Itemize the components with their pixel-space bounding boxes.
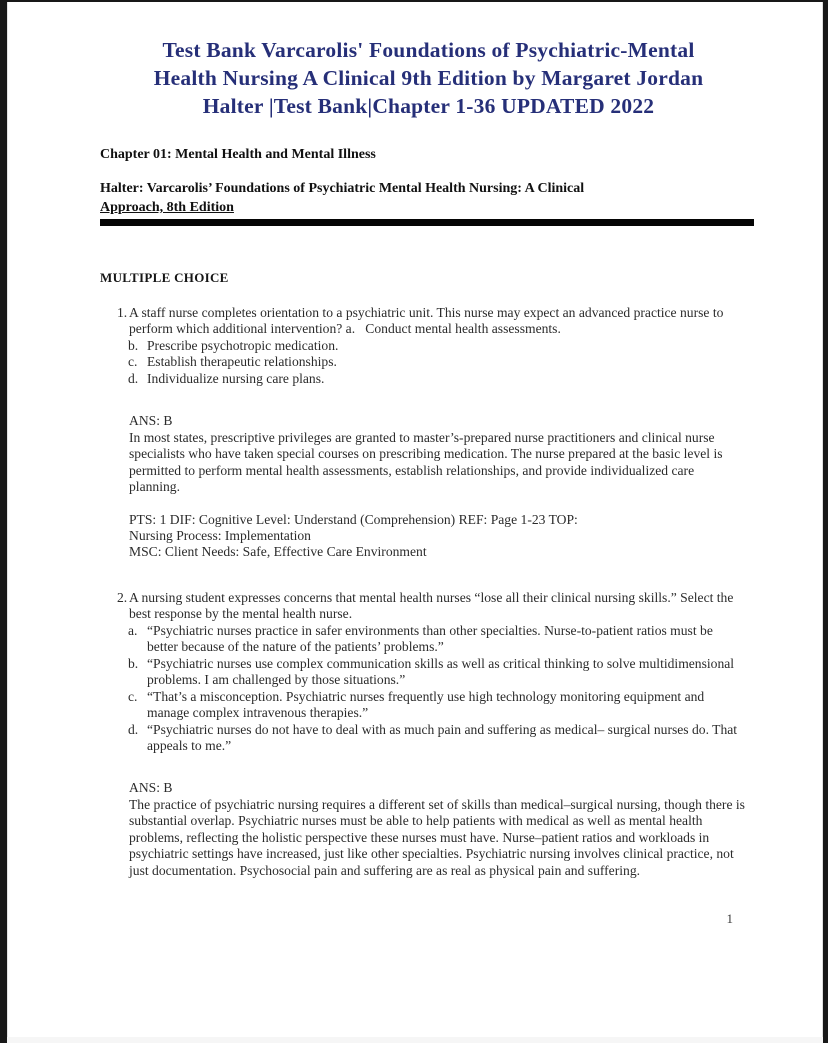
question-2-number: 2. bbox=[117, 589, 128, 605]
document-title-line-1: Test Bank Varcarolis' Foundations of Psychiatric-Mental bbox=[162, 38, 695, 62]
book-edition-heading bbox=[100, 179, 757, 217]
question-2-option-d bbox=[117, 722, 747, 755]
question-1 bbox=[100, 305, 757, 561]
question-2-option-b bbox=[117, 656, 747, 689]
question-1-meta-line-1: PTS: 1 DIF: Cognitive Level: Understand (Comprehension) REF: Page 1-23 TOP: bbox=[129, 511, 578, 527]
question-1-option-d-text: Individualize nursing care plans. bbox=[147, 370, 325, 386]
question-1-text: A staff nurse completes orientation to a psychiatric unit. This nurse may expect an advanced practice nurse to perform which additional intervention? a. Conduct mental health assessments. bbox=[129, 305, 724, 337]
question-1-option-d-letter: d. bbox=[128, 370, 139, 386]
question-1-answer: ANS: B bbox=[129, 413, 173, 429]
question-1-meta bbox=[129, 512, 757, 561]
question-1-option-c bbox=[117, 354, 747, 370]
question-2-answer-block bbox=[129, 780, 757, 879]
multiple-choice-heading: MULTIPLE CHOICE bbox=[100, 270, 229, 285]
question-2-option-a-text: “Psychiatric nurses practice in safer environments than other specialties. Nurse-to-patient ratios must be better because of the nature of the patients’ problems.” bbox=[147, 622, 713, 655]
question-2-option-d-text: “Psychiatric nurses do not have to deal with as much pain and suffering as medical– surgical nurses do. That appeals to me.” bbox=[147, 721, 738, 753]
question-1-rationale: In most states, prescriptive privileges are granted to master’s-prepared nurse practitioners and clinical nurse specialists who have taken special courses on prescribing medication. The nurse prepared at the basic level is permitted to perform mental health assessments, establish relationships, and provide individualized care planning. bbox=[129, 429, 723, 495]
question-2-option-c bbox=[117, 689, 747, 722]
question-1-option-b-text: Prescribe psychotropic medication. bbox=[147, 337, 339, 353]
question-2 bbox=[100, 590, 757, 879]
section-divider-bar bbox=[100, 219, 754, 226]
document-title bbox=[100, 36, 757, 120]
document-title-line-3: Halter |Test Bank|Chapter 1-36 UPDATED 2022 bbox=[202, 94, 655, 118]
chapter-heading: Chapter 01: Mental Health and Mental Illness bbox=[100, 147, 376, 162]
book-edition-line-1: Halter: Varcarolis’ Foundations of Psychiatric Mental Health Nursing: A Clinical bbox=[100, 181, 585, 196]
document-page[interactable] bbox=[7, 2, 823, 1037]
question-1-meta-line-3: MSC: Client Needs: Safe, Effective Care Environment bbox=[129, 544, 427, 560]
question-2-option-c-text: “That’s a misconception. Psychiatric nurses frequently use high technology monitoring equipment and manage complex intravenous therapies.” bbox=[147, 688, 705, 721]
question-1-option-b bbox=[117, 338, 747, 354]
question-2-option-c-letter: c. bbox=[128, 688, 138, 704]
question-1-option-d bbox=[117, 371, 747, 387]
question-2-indent bbox=[100, 623, 117, 755]
book-edition-line-2: Approach, 8th Edition bbox=[100, 200, 234, 215]
document-title-line-2: Health Nursing A Clinical 9th Edition by Margaret Jordan bbox=[153, 66, 704, 90]
question-1-indent bbox=[100, 338, 117, 387]
question-2-answer: ANS: B bbox=[129, 780, 173, 796]
question-1-option-b-letter: b. bbox=[128, 337, 139, 353]
question-2-rationale: The practice of psychiatric nursing requires a different set of skills than medical–surgical nursing, though there is substantial overlap. Psychiatric nurses must be able to help patients with medical as well as mental health problems, reflecting the holistic perspective these nurses must have. Nurse–patient ratios and workloads in psychiatric settings have increased, just like other specialties. Psychiatric nursing involves clinical practice, not just documentation. Psychosocial pain and suffering are as real as physical pain and suffering. bbox=[129, 796, 745, 878]
viewer-bottom-strip bbox=[7, 1037, 823, 1043]
question-1-meta-line-2: Nursing Process: Implementation bbox=[129, 527, 311, 543]
question-1-answer-block bbox=[129, 413, 757, 495]
question-1-option-c-letter: c. bbox=[128, 354, 138, 370]
question-2-option-d-letter: d. bbox=[128, 721, 139, 737]
question-2-text: A nursing student expresses concerns that mental health nurses “lose all their clinical nursing skills.” Select the best response by the mental health nurse. bbox=[129, 589, 734, 622]
question-1-option-c-text: Establish therapeutic relationships. bbox=[147, 354, 337, 370]
page-number: 1 bbox=[726, 911, 733, 927]
question-1-indent bbox=[100, 387, 117, 561]
question-2-option-b-letter: b. bbox=[128, 655, 139, 671]
question-2-option-a-letter: a. bbox=[128, 622, 138, 638]
question-2-option-a bbox=[117, 623, 747, 656]
question-1-number: 1. bbox=[117, 305, 128, 320]
question-2-option-b-text: “Psychiatric nurses use complex communication skills as well as critical thinking to solve multidimensional problems. I am challenged by those situations.” bbox=[147, 655, 735, 688]
question-2-indent bbox=[100, 754, 117, 879]
